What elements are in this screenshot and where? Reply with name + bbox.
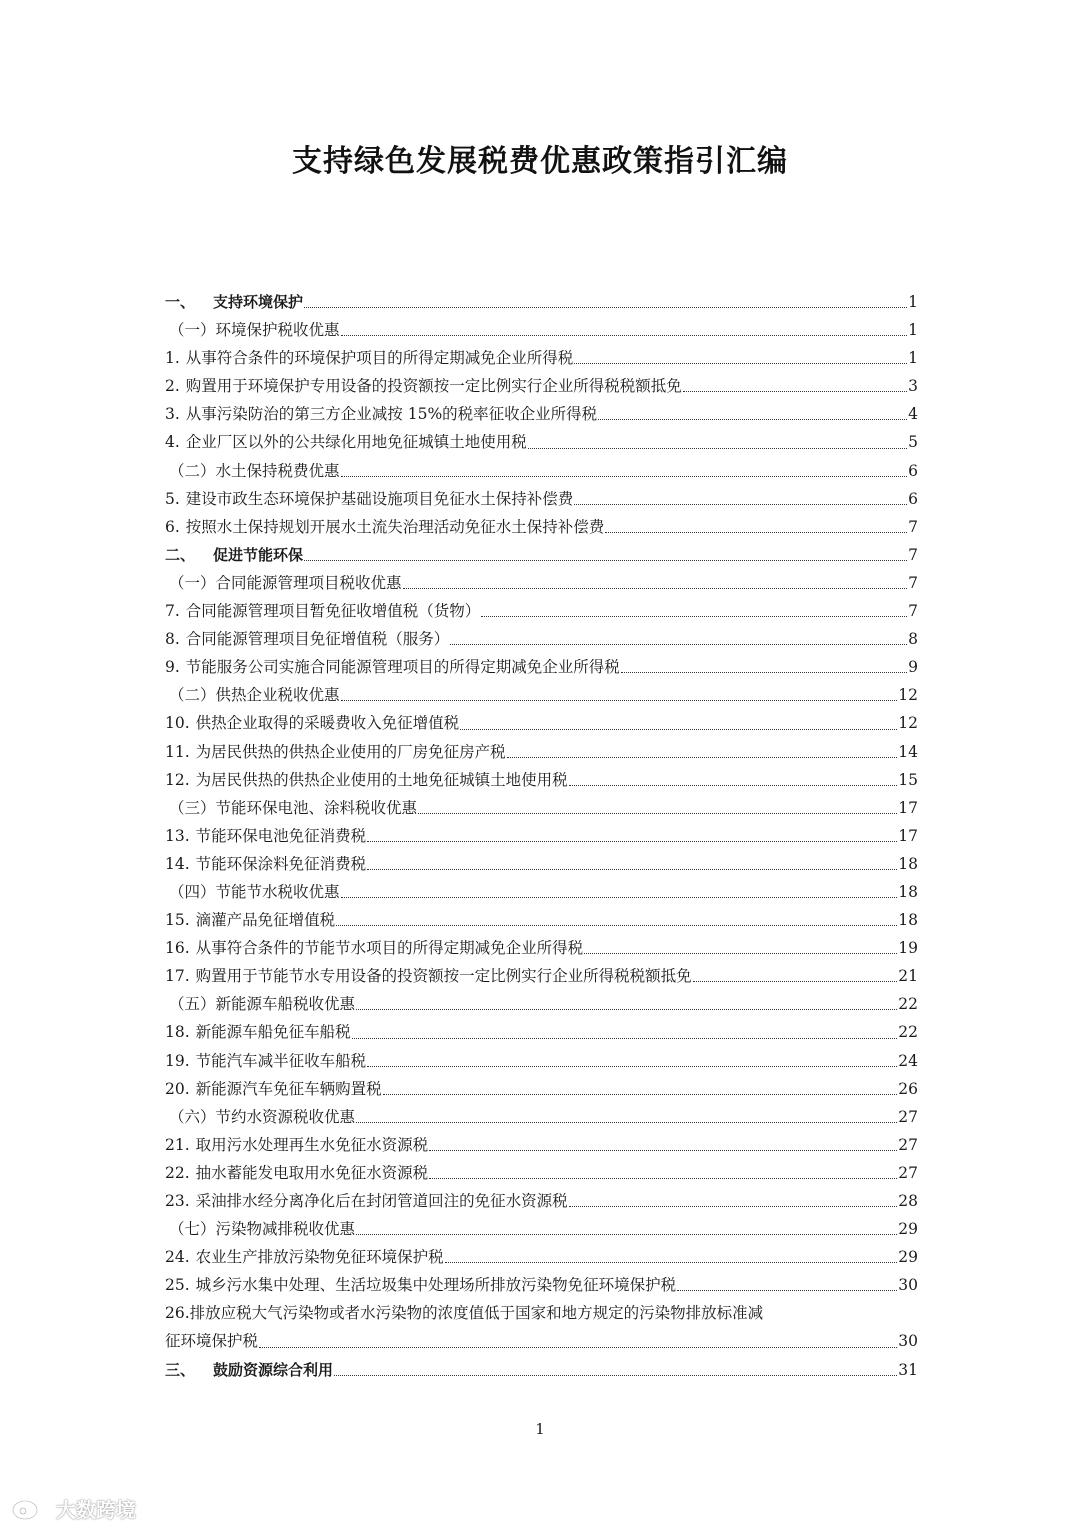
toc-page-number: 17 [898, 826, 918, 845]
toc-entry-label [165, 1018, 351, 1046]
toc-entry-number: 9. [165, 658, 180, 677]
toc-entry-text: 农业生产排放污染物免征环境保护税 [195, 1248, 444, 1267]
toc-subsection[interactable] [165, 990, 918, 1018]
toc-entry-label [165, 344, 573, 372]
toc-dot-leader [693, 981, 898, 982]
toc-entry-text: （二）水土保持税费优惠 [169, 461, 340, 480]
toc-entry-number: 10. [165, 714, 190, 733]
toc-entry-text: 滴灌产品免征增值税 [195, 911, 336, 930]
toc-page-number: 18 [898, 882, 918, 901]
toc-dot-leader [304, 560, 907, 561]
toc-entry-text: 采油排水经分离净化后在封闭管道回注的免征水资源税 [195, 1192, 568, 1210]
toc-entry-text: 为居民供热的供热企业使用的厂房免征房产税 [195, 742, 506, 761]
toc-entry-text: 合同能源管理项目暂免征收增值税（货物） [185, 602, 481, 621]
document-title: 支持绿色发展税费优惠政策指引汇编 [292, 144, 788, 179]
toc-page-number: 1 [908, 349, 918, 368]
toc-subsection[interactable] [165, 316, 918, 344]
toc-page-number: 27 [898, 1135, 918, 1154]
toc-entry-text: 节能环保电池免征消费税 [195, 826, 367, 845]
toc-entry-continuation[interactable] [165, 1327, 918, 1355]
toc-page-number: 22 [898, 1023, 918, 1042]
toc-page-number: 7 [908, 602, 918, 621]
toc-page-number: 7 [908, 517, 918, 536]
toc-entry-number: 14. [165, 854, 190, 873]
toc-entry-label [165, 597, 480, 625]
toc-dot-leader [621, 672, 907, 673]
toc-entry-label [165, 1131, 428, 1159]
toc-entry-label [165, 1215, 355, 1243]
toc-page-number: 6 [908, 461, 918, 480]
toc-page-number: 19 [898, 939, 918, 958]
toc-entry[interactable] [165, 934, 918, 962]
toc-entry-number: 2. [165, 377, 180, 396]
toc-entry-text: （一）合同能源管理项目税收优惠 [169, 573, 402, 592]
toc-subsection[interactable] [165, 1215, 918, 1243]
toc-entry-number: 23. [165, 1192, 190, 1210]
toc-entry-number: 25. [165, 1276, 190, 1295]
toc-page-number: 28 [898, 1192, 918, 1210]
toc-entry-label [165, 1271, 676, 1299]
toc-page-number: 12 [898, 714, 918, 733]
toc-page-number: 31 [898, 1360, 918, 1379]
toc-entry-label [165, 709, 459, 737]
toc-entry-text: 为居民供热的供热企业使用的土地免征城镇土地使用税 [195, 770, 568, 789]
toc-dot-leader [356, 1009, 897, 1010]
toc-dot-leader [367, 841, 897, 842]
toc-entry-text: 节能服务公司实施合同能源管理项目的所得定期减免企业所得税 [185, 658, 620, 677]
toc-entry-text: 征环境保护税 [165, 1332, 259, 1351]
toc-section[interactable] [165, 1356, 918, 1384]
toc-dot-leader [569, 1206, 898, 1207]
toc-page-number: 27 [898, 1163, 918, 1182]
toc-entry[interactable] [165, 850, 918, 878]
toc-entry-label [165, 1047, 366, 1075]
watermark [10, 1494, 136, 1522]
toc-entry-text: 从事污染防治的第三方企业减按 15%的税率征收企业所得税 [185, 405, 598, 424]
toc-page-number: 1 [908, 321, 918, 340]
toc-entry-text: 城乡污水集中处理、生活垃圾集中处理场所排放污染物免征环境保护税 [195, 1276, 677, 1295]
toc-section[interactable] [165, 541, 918, 569]
toc-entry-text: （一）环境保护税收优惠 [169, 321, 340, 340]
toc-dot-leader [383, 1094, 898, 1095]
toc-entry-label [165, 372, 682, 400]
toc-dot-leader [445, 1262, 898, 1263]
toc-dot-leader [574, 504, 907, 505]
toc-dot-leader [429, 1150, 897, 1151]
toc-page-number: 30 [898, 1332, 918, 1351]
toc-entry-number: 4. [165, 433, 180, 452]
toc-entry-text: 鼓励资源综合利用 [213, 1360, 334, 1379]
toc-entry[interactable] [165, 738, 918, 766]
toc-entry[interactable] [165, 1159, 918, 1187]
toc-entry-number: 8. [165, 630, 180, 649]
toc-entry[interactable] [165, 1075, 918, 1103]
toc-entry-label [165, 962, 692, 990]
toc-entry-label [165, 569, 402, 597]
toc-page-number: 30 [898, 1276, 918, 1295]
toc-entry-text: 抽水蓄能发电取用水免征水资源税 [195, 1163, 429, 1182]
toc-entry-number: 20. [165, 1079, 190, 1098]
toc-dot-leader [418, 813, 897, 814]
toc-entry-text: （二）供热企业税收优惠 [169, 686, 340, 705]
toc-entry-label [165, 653, 620, 681]
watermark-text: 大数跨境 [56, 1497, 136, 1522]
toc-page-number: 6 [908, 489, 918, 508]
toc-dot-leader [356, 1234, 897, 1235]
toc-dot-leader [367, 869, 897, 870]
toc-entry-number: 二、 [165, 545, 196, 564]
toc-entry-number: 24. [165, 1248, 190, 1267]
toc-page-number: 21 [898, 967, 918, 986]
toc-page-number: 1 [908, 293, 918, 311]
toc-dot-leader [356, 1122, 897, 1123]
toc-entry-label [165, 400, 597, 428]
toc-entry-number: 26. [165, 1304, 190, 1323]
toc-entry[interactable] [165, 597, 918, 625]
toc-dot-leader [341, 476, 908, 477]
toc-page-number: 29 [898, 1220, 918, 1239]
toc-page-number: 18 [898, 854, 918, 873]
toc-entry[interactable] [165, 1243, 918, 1271]
toc-entry-text: 新能源车船免征车船税 [195, 1023, 351, 1042]
toc-entry-number: 19. [165, 1051, 190, 1070]
toc-entry-number: 7. [165, 602, 180, 621]
toc-subsection[interactable] [165, 681, 918, 709]
toc-entry-text: 企业厂区以外的公共绿化用地免征城镇土地使用税 [185, 433, 527, 452]
toc-entry-text: 节能汽车减半征收车船税 [195, 1051, 367, 1070]
toc-dot-leader [429, 1178, 897, 1179]
toc-entry-text: 支持环境保护 [213, 293, 304, 311]
toc-entry-number: 17. [165, 967, 190, 986]
table-of-contents [165, 288, 918, 1384]
toc-dot-leader [507, 757, 898, 758]
toc-entry-label [165, 1243, 444, 1271]
toc-entry[interactable] [165, 653, 918, 681]
toc-entry[interactable] [165, 766, 918, 794]
toc-page-number: 17 [898, 798, 918, 817]
toc-entry-label [165, 1103, 355, 1131]
toc-entry-label [165, 625, 449, 653]
toc-entry-label [165, 878, 340, 906]
toc-entry-number: 三、 [165, 1360, 196, 1379]
toc-dot-leader [352, 1038, 898, 1039]
toc-entry[interactable] [165, 962, 918, 990]
toc-entry-label [165, 288, 303, 316]
toc-entry-number: 6. [165, 517, 180, 536]
toc-entry[interactable] [165, 1047, 918, 1075]
toc-entry[interactable] [165, 485, 918, 513]
toc-entry-number: 5. [165, 489, 180, 508]
toc-entry[interactable] [165, 1131, 918, 1159]
toc-entry-text: 购置用于节能节水专用设备的投资额按一定比例实行企业所得税税额抵免 [195, 967, 692, 986]
toc-entry-text: 从事符合条件的环境保护项目的所得定期减免企业所得税 [185, 349, 574, 368]
toc-dot-leader [605, 532, 907, 533]
toc-dot-leader [574, 363, 907, 364]
toc-entry-text: （五）新能源车船税收优惠 [169, 995, 356, 1014]
toc-dot-leader [677, 1290, 897, 1291]
toc-section[interactable] [165, 288, 918, 316]
toc-entry-label [165, 541, 303, 569]
toc-page-number: 3 [908, 377, 918, 396]
toc-entry[interactable] [165, 709, 918, 737]
toc-entry-number: 21. [165, 1135, 190, 1154]
toc-entry-text: （三）节能环保电池、涂料税收优惠 [169, 798, 418, 817]
toc-entry-text: 取用污水处理再生水免征水资源税 [195, 1135, 429, 1154]
toc-entry-text: 合同能源管理项目免征增值税（服务） [185, 630, 450, 649]
toc-entry[interactable] [165, 625, 918, 653]
toc-entry-label [165, 1075, 382, 1103]
toc-entry-label [165, 850, 366, 878]
toc-entry-number: 16. [165, 939, 190, 958]
page-number: 1 [535, 1420, 545, 1438]
toc-entry-text: 购置用于环境保护专用设备的投资额按一定比例实行企业所得税税额抵免 [185, 377, 682, 396]
toc-entry[interactable] [165, 428, 918, 456]
toc-entry-label [165, 906, 335, 934]
toc-dot-leader [528, 448, 907, 449]
toc-entry-number: 11. [165, 742, 190, 761]
toc-entry-label [165, 457, 340, 485]
toc-entry-text: （七）污染物减排税收优惠 [169, 1220, 356, 1239]
toc-entry-label [165, 990, 355, 1018]
toc-entry-number: 一、 [165, 293, 196, 311]
toc-page-number: 24 [898, 1051, 918, 1070]
toc-dot-leader [341, 700, 898, 701]
toc-entry-number: 12. [165, 770, 190, 789]
toc-subsection[interactable] [165, 878, 918, 906]
toc-page-number: 14 [898, 742, 918, 761]
toc-entry-label [165, 822, 366, 850]
toc-entry-label [165, 681, 340, 709]
toc-page-number: 27 [898, 1107, 918, 1126]
toc-entry-label [165, 513, 604, 541]
toc-entry[interactable] [165, 513, 918, 541]
toc-page-number: 12 [898, 686, 918, 705]
toc-page-number: 29 [898, 1248, 918, 1267]
toc-entry-label [165, 738, 506, 766]
toc-dot-leader [403, 588, 908, 589]
toc-entry-label [165, 485, 573, 513]
toc-entry[interactable] [165, 822, 918, 850]
toc-page-number: 4 [908, 405, 918, 424]
toc-subsection[interactable] [165, 457, 918, 485]
toc-page-number: 5 [908, 433, 918, 452]
toc-dot-leader [259, 1347, 897, 1348]
toc-entry[interactable] [165, 1187, 918, 1215]
toc-dot-leader [584, 953, 897, 954]
toc-entry-text: 建设市政生态环境保护基础设施项目免征水土保持补偿费 [185, 489, 574, 508]
toc-page-number: 7 [908, 573, 918, 592]
toc-entry-label [165, 934, 583, 962]
toc-entry-number: 15. [165, 911, 190, 930]
toc-page-number: 15 [898, 770, 918, 789]
toc-subsection[interactable] [165, 794, 918, 822]
toc-subsection[interactable] [165, 569, 918, 597]
toc-dot-leader [450, 644, 907, 645]
toc-dot-leader [598, 419, 907, 420]
toc-entry-text: （六）节约水资源税收优惠 [169, 1107, 356, 1126]
toc-entry-text: 从事符合条件的节能节水项目的所得定期减免企业所得税 [195, 939, 584, 958]
toc-entry[interactable] [165, 344, 918, 372]
toc-entry-number: 1. [165, 349, 180, 368]
toc-page-number: 22 [898, 995, 918, 1014]
toc-entry[interactable] [165, 906, 918, 934]
toc-page-number: 8 [908, 630, 918, 649]
toc-entry-number: 3. [165, 405, 180, 424]
toc-entry[interactable] [165, 400, 918, 428]
weibo-logo-icon [10, 1495, 50, 1521]
toc-page-number: 26 [898, 1079, 918, 1098]
toc-page-number: 7 [908, 545, 918, 564]
toc-entry-text: 排放应税大气污染物或者水污染物的浓度值低于国家和地方规定的污染物排放标准减 [189, 1304, 764, 1323]
toc-dot-leader [304, 307, 907, 308]
toc-entry[interactable] [165, 1271, 918, 1299]
toc-dot-leader [367, 1066, 897, 1067]
toc-entry-text: 新能源汽车免征车辆购置税 [195, 1079, 382, 1098]
toc-entry[interactable] [165, 1299, 918, 1327]
toc-dot-leader [683, 391, 907, 392]
toc-entry-label [165, 428, 527, 456]
toc-subsection[interactable] [165, 1103, 918, 1131]
toc-entry[interactable] [165, 1018, 918, 1046]
toc-entry-label [165, 1159, 428, 1187]
toc-entry-label [165, 1356, 333, 1384]
toc-entry-text: （四）节能节水税收优惠 [169, 882, 340, 901]
toc-dot-leader [481, 616, 907, 617]
toc-entry-number: 22. [165, 1163, 190, 1182]
toc-page-number: 9 [908, 658, 918, 677]
toc-entry-label [165, 316, 340, 344]
toc-entry[interactable] [165, 372, 918, 400]
toc-dot-leader [341, 335, 908, 336]
toc-entry-text: 节能环保涂料免征消费税 [195, 854, 367, 873]
toc-entry-number: 13. [165, 826, 190, 845]
toc-dot-leader [460, 729, 897, 730]
toc-entry-text: 按照水土保持规划开展水土流失治理活动免征水土保持补偿费 [185, 517, 605, 536]
toc-entry-text: 促进节能环保 [213, 545, 304, 564]
toc-dot-leader [341, 897, 898, 898]
toc-dot-leader [569, 785, 898, 786]
toc-entry-text: 供热企业取得的采暖费收入免征增值税 [195, 714, 460, 733]
toc-dot-leader [334, 1375, 897, 1376]
toc-entry-number: 18. [165, 1023, 190, 1042]
toc-dot-leader [336, 925, 897, 926]
toc-entry-label [165, 766, 568, 794]
toc-entry-label [165, 794, 417, 822]
toc-entry-label [165, 1187, 568, 1215]
toc-page-number: 18 [898, 911, 918, 930]
